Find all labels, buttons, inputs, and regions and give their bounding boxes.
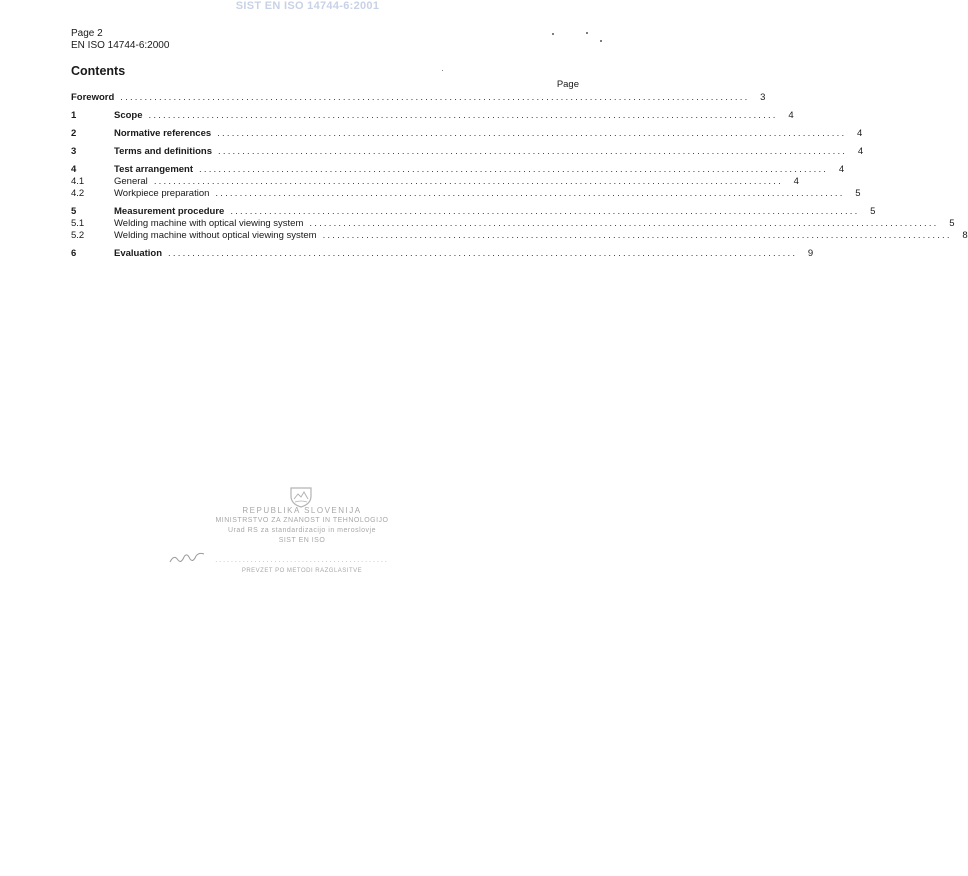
official-stamp bbox=[212, 484, 392, 584]
toc-entry-page: 3 bbox=[760, 92, 766, 103]
page-header bbox=[71, 28, 169, 51]
stamp-line-2: MINISTRSTVO ZA ZNANOST IN TEHNOLOGIJO bbox=[215, 517, 389, 524]
toc-entry-with-optical-viewing[interactable] bbox=[71, 218, 955, 230]
dot-leader: .................................................................................................................................. bbox=[168, 248, 798, 259]
toc-entry-number: 3 bbox=[71, 146, 77, 157]
toc-entry-number: 1 bbox=[71, 110, 77, 121]
stamp-line-6: PREVZET PO METODI RAZGLASITVE bbox=[241, 568, 363, 574]
standard-id: EN ISO 14744-6:2000 bbox=[71, 39, 170, 51]
toc-entry-number: 4.1 bbox=[71, 176, 85, 187]
toc-entry-title: Measurement procedure bbox=[114, 206, 225, 217]
dot-leader: .................................................................................................................................. bbox=[153, 176, 783, 187]
toc-entry-page: 8 bbox=[962, 230, 968, 241]
toc-entry-title: Test arrangement bbox=[114, 164, 194, 175]
dot-leader: .................................................................................................................................. bbox=[309, 218, 939, 229]
toc-entry-page: 5 bbox=[870, 206, 876, 217]
contents-heading: Contents bbox=[71, 64, 126, 78]
toc-entry-workpiece-preparation[interactable] bbox=[71, 188, 861, 200]
toc-entry-scope[interactable] bbox=[71, 110, 794, 122]
toc-entry-measurement-procedure[interactable] bbox=[71, 206, 876, 218]
toc-entry-title: Evaluation bbox=[114, 248, 163, 259]
toc-entry-foreword[interactable] bbox=[71, 92, 766, 104]
toc-entry-title: Welding machine without optical viewing system bbox=[114, 230, 317, 241]
toc-entry-normative-references[interactable] bbox=[71, 128, 863, 140]
toc-entry-title: General bbox=[114, 176, 148, 187]
toc-entry-evaluation[interactable] bbox=[71, 248, 814, 260]
toc-entry-title: Welding machine with optical viewing system bbox=[114, 218, 304, 229]
scan-speck bbox=[442, 70, 443, 71]
toc-entry-title: Workpiece preparation bbox=[114, 188, 210, 199]
dot-leader: .................................................................................................................................. bbox=[322, 230, 952, 241]
scan-speck bbox=[600, 40, 602, 42]
page-number: Page 2 bbox=[71, 28, 103, 39]
dot-leader: .................................................................................................................................. bbox=[218, 146, 848, 157]
toc-entry-page: 4 bbox=[788, 110, 794, 121]
toc-entry-number: 4.2 bbox=[71, 188, 85, 199]
stamp-line-4: SIST EN ISO bbox=[278, 537, 326, 544]
scan-speck bbox=[552, 33, 554, 35]
toc-entry-title: Scope bbox=[114, 110, 143, 121]
dot-leader: .................................................................................................................................. bbox=[215, 188, 845, 199]
toc-entry-page: 4 bbox=[857, 146, 864, 157]
dot-leader: .................................................................................................................................. bbox=[120, 92, 750, 103]
dot-leader: .................................................................................................................................. bbox=[148, 110, 778, 121]
toc-entry-test-arrangement[interactable] bbox=[71, 164, 845, 176]
toc-entry-page: 9 bbox=[807, 248, 814, 259]
handwritten-initials-icon bbox=[168, 548, 208, 566]
dot-leader: .................................................................................................................................. bbox=[217, 128, 847, 139]
toc-entry-number: 4 bbox=[71, 164, 77, 175]
page-column-label: Page bbox=[556, 79, 579, 90]
toc-entry-page: 4 bbox=[838, 164, 845, 175]
toc-entry-number: 5.2 bbox=[71, 230, 85, 241]
stamp-line-3: Urad RS za standardizacijo in meroslovje bbox=[228, 527, 376, 534]
dot-leader: .................................................................................................................................. bbox=[199, 164, 829, 175]
toc-entry-title: Foreword bbox=[71, 92, 115, 103]
toc-entry-page: 4 bbox=[793, 176, 799, 187]
toc-entry-terms-and-definitions[interactable] bbox=[71, 146, 864, 158]
toc-entry-general[interactable] bbox=[71, 176, 799, 188]
toc-entry-number: 5.1 bbox=[71, 218, 85, 229]
dot-leader: .................................................................................................................................. bbox=[230, 206, 860, 217]
stamp-line-1: REPUBLIKA SLOVENIJA bbox=[242, 506, 362, 515]
toc-entry-number: 6 bbox=[71, 248, 77, 259]
scan-speck bbox=[586, 32, 588, 34]
toc-entry-number: 5 bbox=[71, 206, 77, 217]
document-watermark: SIST EN ISO 14744-6:2001 bbox=[235, 0, 380, 12]
toc-entry-page: 5 bbox=[855, 188, 861, 199]
toc-entry-title: Terms and definitions bbox=[114, 146, 213, 157]
toc-entry-number: 2 bbox=[71, 128, 77, 139]
stamp-line-5: ............................................ bbox=[215, 557, 389, 564]
toc-entry-page: 4 bbox=[857, 128, 863, 139]
toc-entry-page: 5 bbox=[949, 218, 955, 229]
toc-entry-without-optical-viewing[interactable] bbox=[71, 230, 968, 242]
coat-of-arms-icon bbox=[288, 486, 314, 508]
toc-entry-title: Normative references bbox=[114, 128, 212, 139]
